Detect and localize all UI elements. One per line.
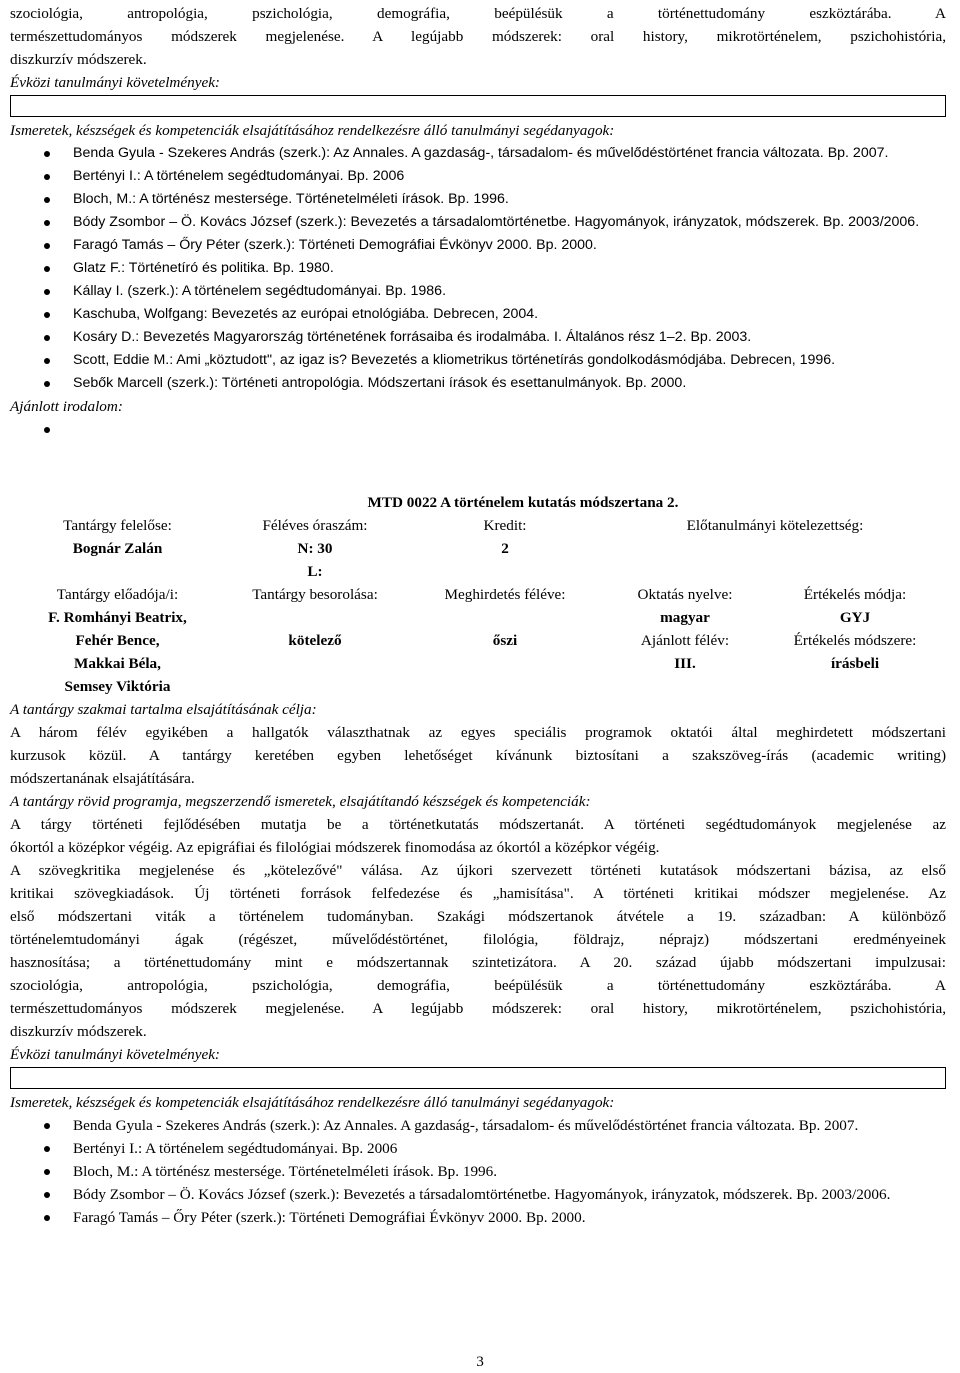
program-line-1: A tárgy történeti fejlődésében mutatja be a történetkutatás módszertanát. A történeti segédtudományok megjelenése az (10, 816, 946, 833)
besorolas-value: kötelező (288, 632, 342, 649)
program-line-7: hasznosítása; a történettudomány mint e módszertannak szintetizátora. A 20. század újabb módszertani impulzusai: (10, 954, 946, 971)
kredit-label: Kredit: (483, 517, 527, 534)
list-item: Benda Gyula - Szekeres András (szerk.): Az Annales. A gazdaság-, társadalom- és művelődéstörténet francia változata. Bp. 2007. (10, 1114, 946, 1137)
program-line-4: kritikai szövegkiadások. Új történeti források felfedezése és „hamisítása". A történeti kritikai módszer megjelenése. Az (10, 885, 946, 902)
bottom-reference-list (10, 1114, 946, 1229)
top-para-line-1: szociológia, antropológia, pszichológia, demográfia, beépülésük a történettudomány eszköztárába. A (10, 5, 946, 22)
list-item: Kállay I. (szerk.): A történelem segédtudományai. Bp. 1986. (10, 280, 946, 303)
list-item: Bloch, M.: A történész mestersége. Történetelméleti írások. Bp. 1996. (10, 1160, 946, 1183)
list-item: Kosáry D.: Bevezetés Magyarország történetének forrásaiba és irodalmába. I. Általános rész 1–2. Bp. 2003. (10, 326, 946, 349)
list-item: Bertényi I.: A történelem segédtudományai. Bp. 2006 (10, 1137, 946, 1160)
oraszam-l: L: (307, 563, 323, 580)
course-info-grid (10, 514, 946, 698)
meghirdetes-value: őszi (492, 632, 518, 649)
bottom-evkozi-box (10, 1067, 946, 1089)
ajanlott-felev-value: III. (674, 655, 696, 672)
elotan-label: Előtanulmányi kötelezettség: (686, 517, 864, 534)
eloado-2: Fehér Bence, (75, 632, 160, 649)
program-heading: A tantárgy rövid programja, megszerzendő ismeretek, elsajátítandó készségek és kompetenciák: (10, 793, 591, 810)
list-item: Glatz F.: Történetíró és politika. Bp. 1980. (10, 257, 946, 280)
list-item: Faragó Tamás – Őry Péter (szerk.): Történeti Demográfiai Évkönyv 2000. Bp. 2000. (10, 234, 946, 257)
program-line-5: első módszertani viták a történelem tudományban. Szakági módszertanok átvétele a 19. században: A különböző (10, 908, 946, 925)
course-title: MTD 0022 A történelem kutatás módszertana 2. (367, 494, 679, 511)
top-program-paragraph (10, 2, 946, 71)
empty-list-item (10, 418, 946, 441)
document-page (10, 2, 946, 1229)
top-para-line-2: természettudományos módszerek megjelenése. A legújabb módszerek: oral history, mikrotörténelem, pszichohistória, (10, 28, 946, 45)
list-item: Bertényi I.: A történelem segédtudományai. Bp. 2006 (10, 165, 946, 188)
ertekeles-modszere-value: írásbeli (830, 655, 880, 672)
list-item: Bódy Zsombor – Ö. Kovács József (szerk.): Bevezetés a társadalomtörténetbe. Hagyományok, irányzatok, módszerek. Bp. 2003/2006. (10, 211, 946, 234)
felelos-label: Tantárgy felelőse: (63, 517, 172, 534)
nyelv-label: Oktatás nyelve: (637, 586, 733, 603)
kredit-value: 2 (501, 540, 509, 557)
top-evkozi-box (10, 95, 946, 117)
eloadoja-label: Tantárgy előadója/i: (56, 586, 179, 603)
program-line-3: A szövegkritika megjelenése és „kötelezővé" válása. Az újkori szervezett történeti kutatások módszertani bázisa, az első (10, 862, 946, 879)
top-evkozi-heading: Évközi tanulmányi követelmények: (10, 74, 220, 91)
list-item: Bódy Zsombor – Ö. Kovács József (szerk.): Bevezetés a társadalomtörténetbe. Hagyományok, irányzatok, módszerek. Bp. 2003/2006. (10, 1183, 946, 1206)
ertekeles-modja-value: GYJ (839, 609, 871, 626)
top-para-last-line: diszkurzív módszerek. (10, 51, 147, 68)
eloado-3: Makkai Béla, (74, 655, 161, 672)
eloado-4: Semsey Viktória (64, 678, 171, 695)
nyelv-value: magyar (660, 609, 710, 626)
section-gap (10, 441, 946, 491)
list-item: Scott, Eddie M.: Ami „köztudott", az igaz is? Bevezetés a kliometrikus történetírás gondolkodásmódjába. Debrecen, 1996. (10, 349, 946, 372)
ertekeles-modja-label: Értékelés módja: (803, 586, 907, 603)
program-line-8: szociológia, antropológia, pszichológia, demográfia, beépülésük a történettudomány eszköztárába. A (10, 977, 946, 994)
top-ajanlott-heading: Ajánlott irodalom: (10, 398, 123, 415)
cel-line-1: A három félév egyikében a hallgatók választhatnak az egyes speciális programok oktatói által meghirdetett módszertani (10, 724, 946, 741)
oraszam-n: N: 30 (297, 540, 333, 557)
list-item: Bloch, M.: A történész mestersége. Történetelméleti írások. Bp. 1996. (10, 188, 946, 211)
cel-last-line: módszertanának elsajátítására. (10, 770, 195, 787)
program-last-line: diszkurzív módszerek. (10, 1023, 147, 1040)
page-number: 3 (476, 1353, 484, 1370)
list-item: Kaschuba, Wolfgang: Bevezetés az európai etnológiába. Debrecen, 2004. (10, 303, 946, 326)
list-item: Faragó Tamás – Őry Péter (szerk.): Történeti Demográfiai Évkönyv 2000. Bp. 2000. (10, 1206, 946, 1229)
top-reference-list (10, 142, 946, 395)
besorolas-label: Tantárgy besorolása: (252, 586, 378, 603)
program-line-6: történelemtudományi ágak (régészet, művelődéstörténet, filológia, földrajz, néprajz) módszertani eredményeinek (10, 931, 946, 948)
list-item: Sebők Marcell (szerk.): Történeti antropológia. Módszertani írások és esettanulmányok. Bp. 2000. (10, 372, 946, 395)
meghirdetes-label: Meghirdetés féléve: (444, 586, 566, 603)
cel-heading: A tantárgy szakmai tartalma elsajátításának célja: (10, 701, 317, 718)
cel-line-2: kurzusok közül. A tantárgy keretében egyben lehetőséget kívánunk biztosítani a szakszöveg-írás (academic writing) (10, 747, 946, 764)
cel-paragraph (10, 721, 946, 790)
ajanlott-felev-label: Ajánlott félév: (640, 632, 730, 649)
bottom-ismeretek-heading: Ismeretek, készségek és kompetenciák elsajátításához rendelkezésre álló tanulmányi segédanyagok: (10, 1094, 615, 1111)
eloado-1: F. Romhányi Beatrix, (48, 609, 187, 626)
oraszam-label: Féléves óraszám: (262, 517, 368, 534)
top-ismeretek-heading: Ismeretek, készségek és kompetenciák elsajátításához rendelkezésre álló tanulmányi segédanyagok: (10, 122, 615, 139)
program-paragraph (10, 813, 946, 1043)
felelos-value: Bognár Zalán (72, 540, 163, 557)
ajanlott-list (10, 418, 946, 441)
bottom-evkozi-heading: Évközi tanulmányi követelmények: (10, 1046, 220, 1063)
ertekeles-modszere-label: Értékelés módszere: (793, 632, 917, 649)
program-line-2: ókortól a középkor végéig. Az epigráfiai és filológiai módszerek finomodása az ókortól a középkor végéig. (10, 839, 660, 856)
list-item: Benda Gyula - Szekeres András (szerk.): Az Annales. A gazdaság-, társadalom- és művelődéstörténet francia változata. Bp. 2007. (10, 142, 946, 165)
program-line-9: természettudományos módszerek megjelenése. A legújabb módszerek: oral history, mikrotörténelem, pszichohistória, (10, 1000, 946, 1017)
